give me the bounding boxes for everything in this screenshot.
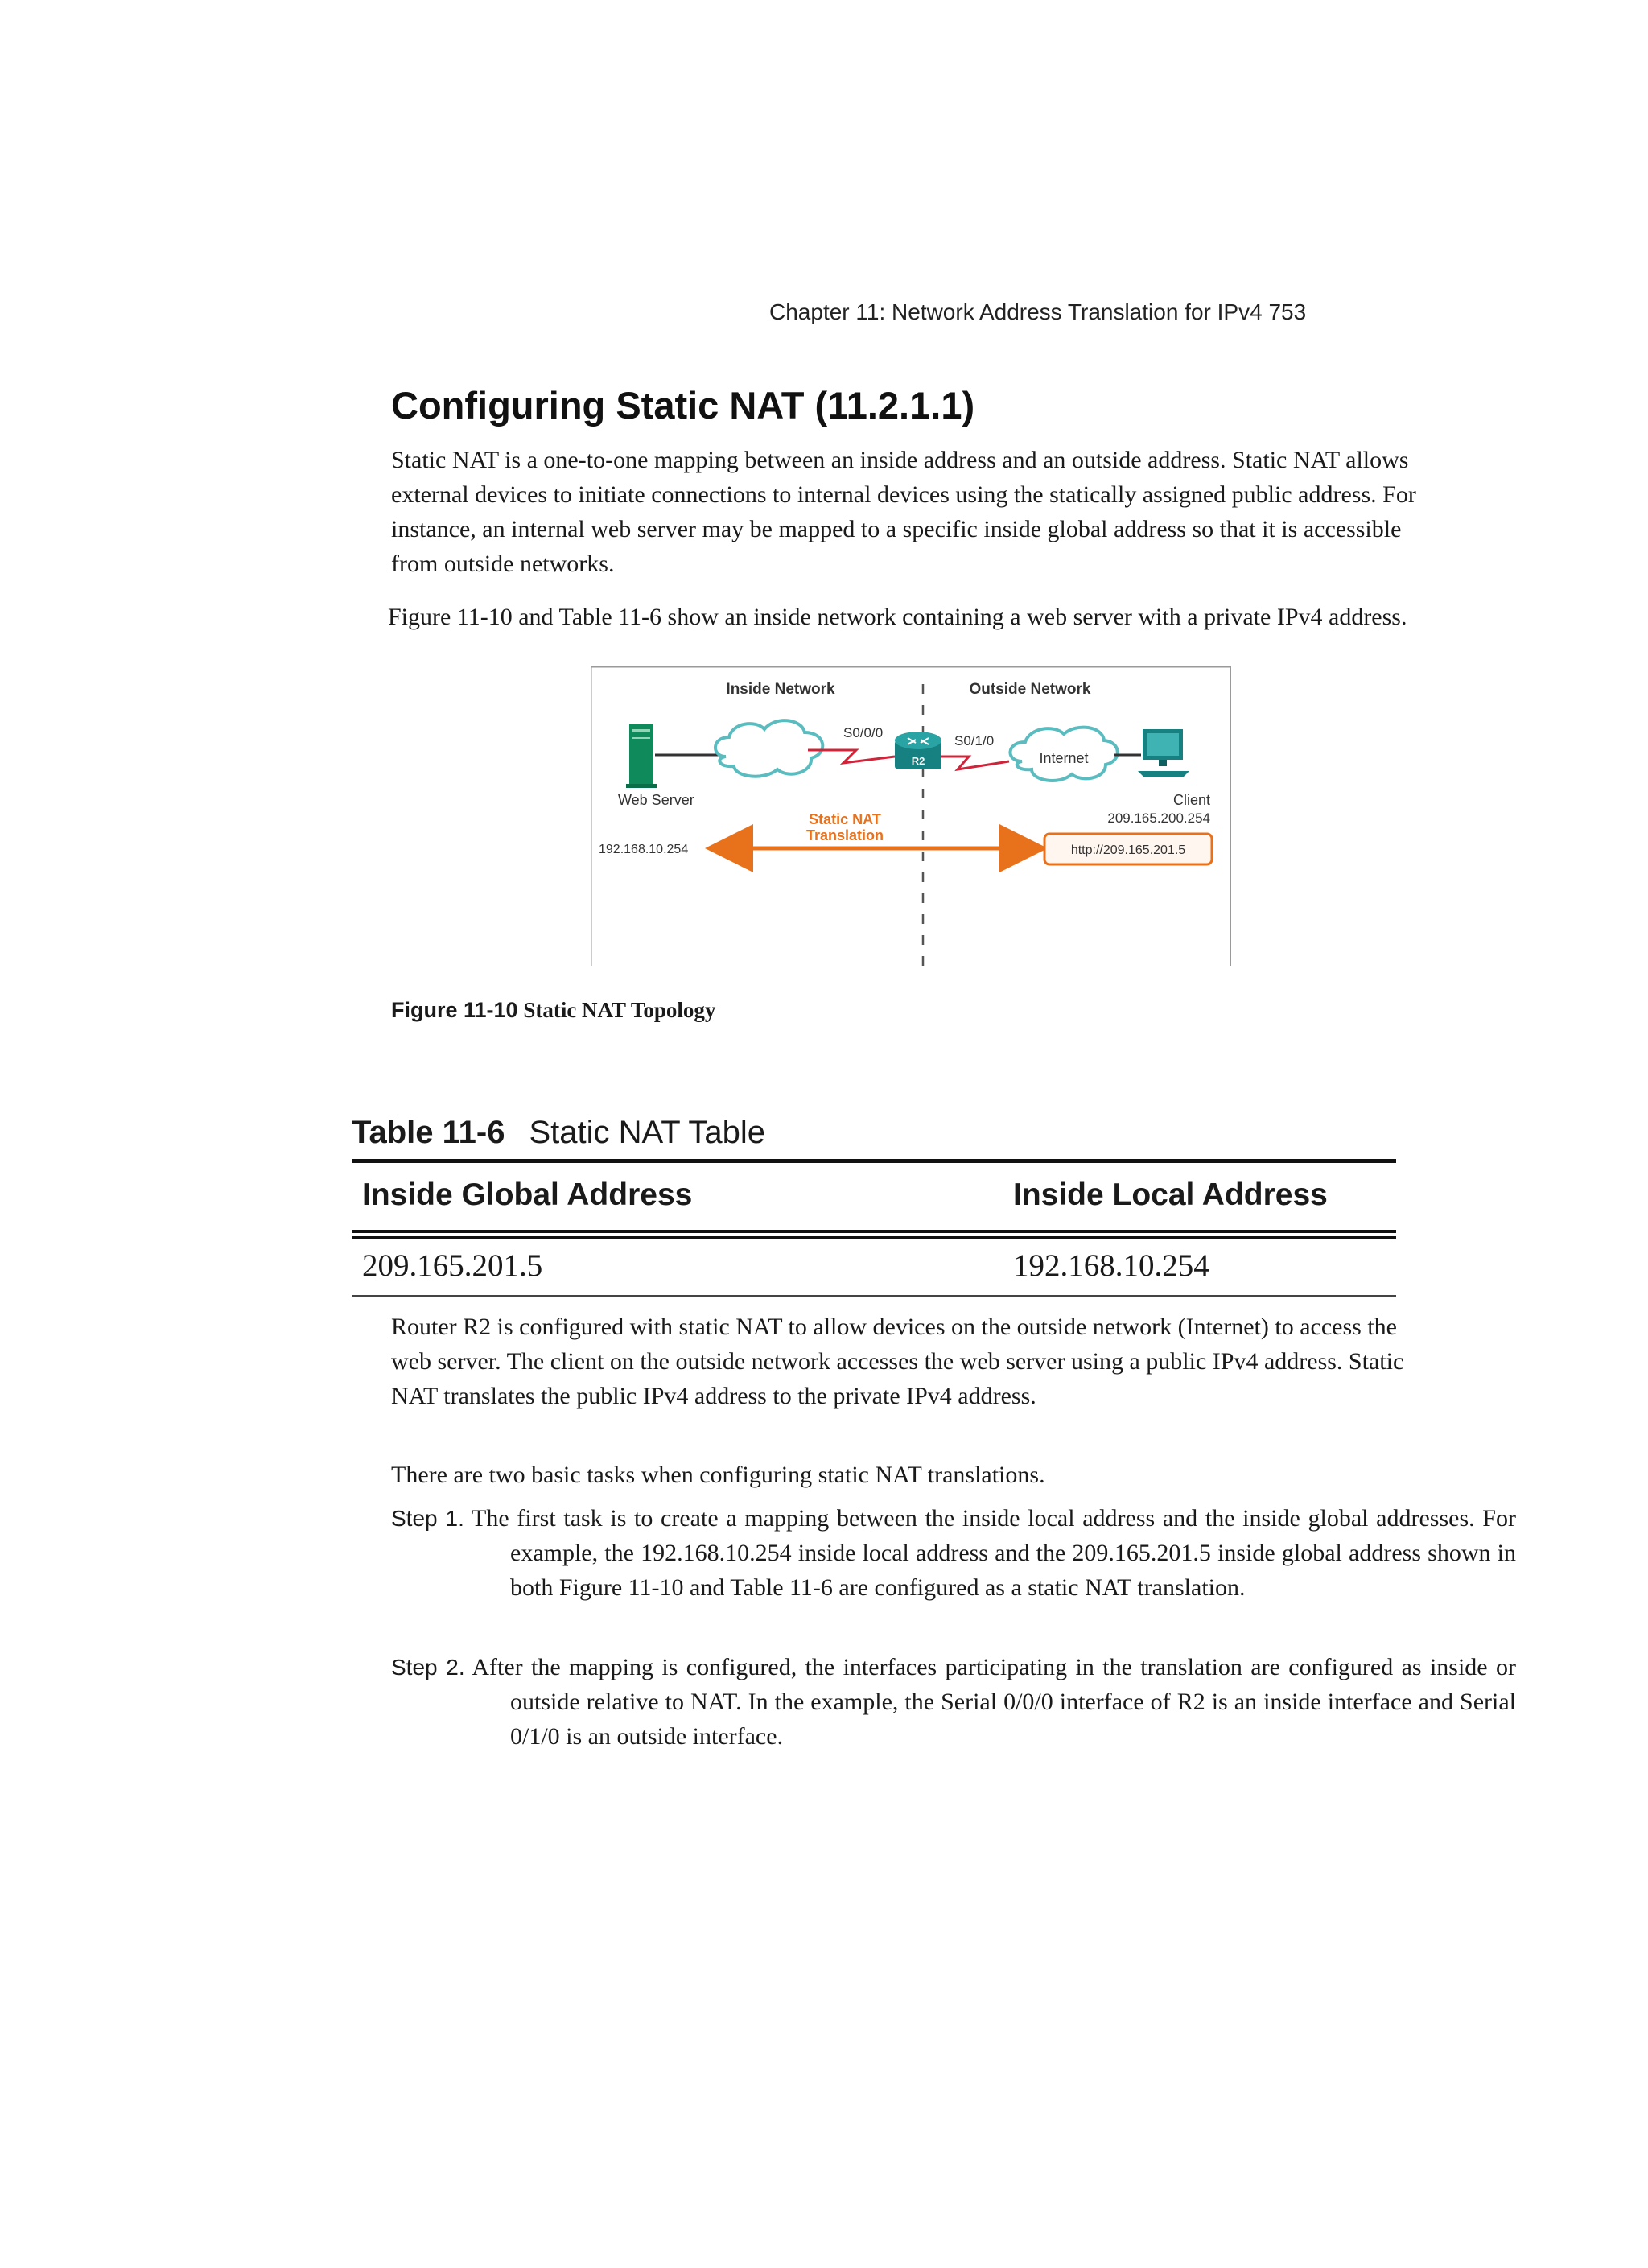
url-box-text: http://209.165.201.5: [1070, 843, 1186, 857]
step-1: [391, 1501, 1516, 1605]
step-2: [391, 1650, 1516, 1754]
nat-label-line1: Static NAT: [809, 811, 881, 827]
table-title-text: Static NAT Table: [529, 1115, 765, 1150]
figure-caption-label: Figure 11-10: [391, 998, 518, 1022]
web-server-icon: [626, 724, 657, 788]
nat-label-line2: Translation: [805, 827, 884, 843]
figure-intro-paragraph: Figure 11-10 and Table 11-6 show an inside network containing a web server with a private IPv4 address.: [388, 604, 1407, 630]
tasks-paragraph: There are two basic tasks when configuring static NAT translations.: [391, 1462, 1045, 1488]
outside-network-label: Outside Network: [969, 681, 1091, 698]
step-1-label: Step 1.: [391, 1506, 464, 1531]
table-title: [352, 1115, 765, 1151]
inside-network-label: Inside Network: [726, 681, 835, 698]
step-2-text: After the mapping is configured, the interfaces participating in the translation are configured as inside or outside relative to NAT. In the example, the Serial 0/0/0 interface of R2 is an inside interface and Serial 0/1/0 is an outside interface.: [472, 1654, 1516, 1750]
table-top-rule: [352, 1159, 1396, 1163]
table-bottom-rule: [352, 1295, 1396, 1297]
table-header-rule-1: [352, 1230, 1396, 1233]
serial-link-outside: [941, 757, 1009, 769]
step-2-label: Step 2.: [391, 1655, 465, 1680]
router-label: R2: [911, 755, 925, 767]
web-server-label: Web Server: [618, 792, 694, 808]
inside-cloud-icon: [715, 720, 822, 777]
table-header-rule-2: [352, 1236, 1396, 1239]
table-header-inside-local: Inside Local Address: [1013, 1177, 1328, 1212]
table-cell-inside-local: 192.168.10.254: [1013, 1248, 1209, 1283]
table-title-label: Table 11-6: [352, 1115, 505, 1150]
running-header: Chapter 11: Network Address Translation for IPv4 753: [769, 299, 1307, 324]
static-nat-topology-figure: [591, 666, 1231, 966]
figure-caption-title: Static NAT Topology: [523, 998, 716, 1022]
inside-ip-label: 192.168.10.254: [599, 843, 689, 856]
interface-s000-label: S0/0/0: [843, 725, 884, 740]
section-title: Configuring Static NAT (11.2.1.1): [391, 384, 975, 427]
table-header-inside-global: Inside Global Address: [362, 1177, 693, 1212]
interface-s010-label: S0/1/0: [954, 733, 995, 748]
step-1-text: The first task is to create a mapping between the inside local address and the inside global addresses. For example, the 192.168.10.254 inside local address and the 209.165.201.5 inside global address shown in both Figure 11-10 and Table 11-6 are configured as a static NAT translation.: [472, 1505, 1516, 1601]
intro-paragraph: Static NAT is a one-to-one mapping between an inside address and an outside address. Static NAT allows external devices to initiate connections to internal devices using the statically assigned public address. For instance, an internal web server may be mapped to a specific inside global address so that it is accessible from outside networks.: [391, 447, 1416, 577]
client-label: Client: [1172, 792, 1210, 808]
client-ip-label: 209.165.200.254: [1107, 810, 1210, 826]
figure-caption: [391, 998, 715, 1023]
client-pc-icon: [1138, 729, 1189, 777]
internet-label: Internet: [1039, 750, 1089, 766]
router-paragraph: Router R2 is configured with static NAT to allow devices on the outside network (Internet) to access the web server. The client on the outside network accesses the web server using a public IPv4 address. Static NAT translates the public IPv4 address to the private IPv4 address.: [391, 1313, 1404, 1409]
table-cell-inside-global: 209.165.201.5: [362, 1248, 543, 1283]
